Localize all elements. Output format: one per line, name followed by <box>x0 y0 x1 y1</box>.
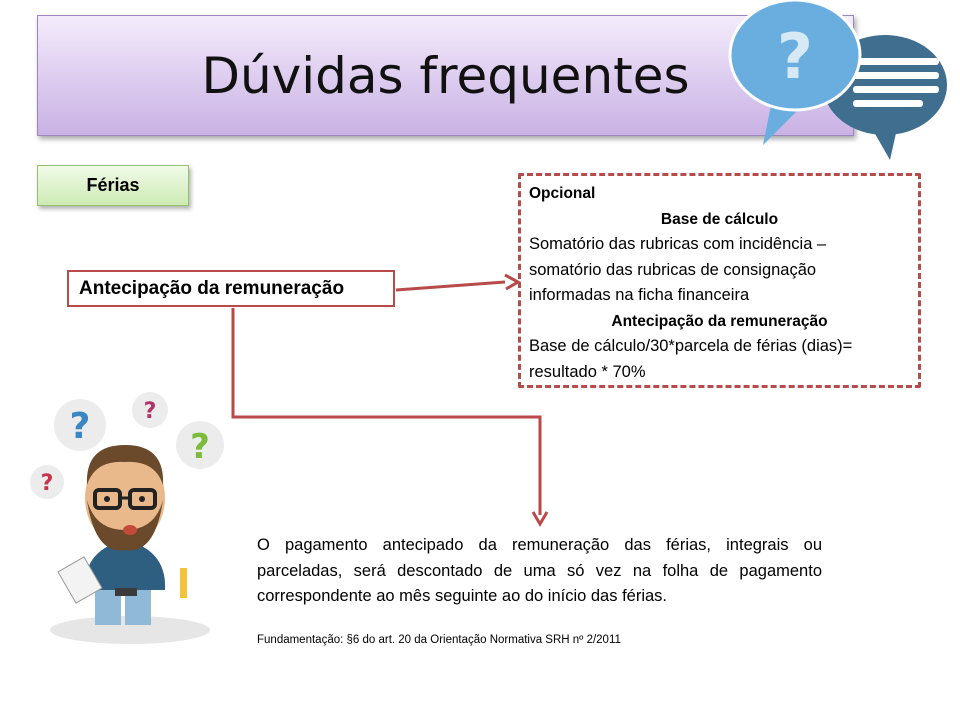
confused-person-illustration <box>25 390 235 650</box>
svg-text:?: ? <box>777 20 813 93</box>
svg-text:?: ? <box>69 406 91 447</box>
optional-heading: Opcional <box>529 185 596 202</box>
formula-line: Base de cálculo/30*parcela de férias (dias)= <box>529 337 853 355</box>
svg-text:?: ? <box>190 427 210 467</box>
antecipacao-title: Antecipação da remuneração <box>611 312 828 330</box>
answer-text: O pagamento antecipado da remuneração das férias, integrais ou parceladas, será descontado de uma só vez na folha de pagamento correspondente ao mês seguinte ao do início das férias. <box>257 536 822 605</box>
base-calculo-title: Base de cálculo <box>660 210 779 228</box>
base-line: Somatório das rubricas com incidência – <box>529 235 827 253</box>
legal-basis: Fundamentação: §6 do art. 20 da Orientação Normativa SRH nº 2/2011 <box>257 634 621 646</box>
optional-info-box <box>518 173 921 388</box>
base-line: informadas na ficha financeira <box>529 286 750 304</box>
base-line: somatório das rubricas de consignação <box>529 260 817 279</box>
svg-text:?: ? <box>143 399 157 424</box>
svg-text:?: ? <box>40 471 54 496</box>
antecipacao-box: Antecipação da remuneração <box>67 270 395 307</box>
topic-tag: Férias <box>37 165 189 206</box>
formula-line: resultado * 70% <box>529 362 646 381</box>
page-title: Dúvidas frequentes <box>201 46 690 105</box>
